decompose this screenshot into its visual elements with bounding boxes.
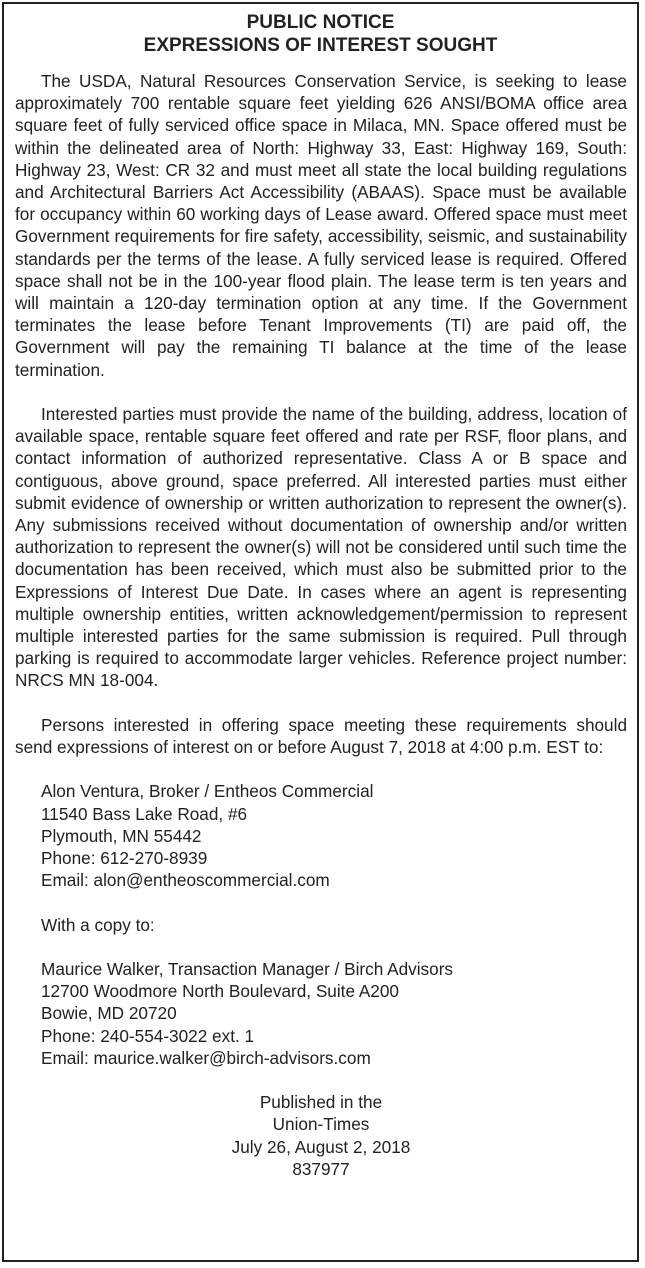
public-notice (2, 2, 639, 1262)
broker-phone: Phone: 612-270-8939 (41, 848, 208, 869)
manager-email: Email: maurice.walker@birch-advisors.com (41, 1047, 371, 1068)
broker-email: Email: alon@entheoscommercial.com (41, 870, 330, 891)
paragraph-submission: Persons interested in offering space meeting these requirements should send expressions of interest on or before August 7, 2018 at 4:00 p.m. EST to: (15, 714, 627, 758)
manager-contact (15, 958, 627, 1069)
manager-phone: Phone: 240-554-3022 ext. 1 (41, 1025, 255, 1046)
footer-newspaper: Union-Times (272, 1114, 370, 1135)
footer-published: Published in the (259, 1092, 383, 1113)
broker-street: 11540 Bass Lake Road, #6 (41, 803, 248, 824)
notice-body (4, 70, 637, 1180)
title-line-2: EXPRESSIONS OF INTEREST SOUGHT (143, 35, 498, 56)
footer-dates: July 26, August 2, 2018 (231, 1136, 411, 1157)
title-line-1: PUBLIC NOTICE (246, 12, 395, 33)
manager-city: Bowie, MD 20720 (41, 1003, 177, 1024)
broker-contact (15, 780, 627, 891)
copy-to (15, 914, 627, 936)
footer-ad-number: 837977 (292, 1158, 350, 1179)
paragraph-lease-request: The USDA, Natural Resources Conservation Service, is seeking to lease approximately 700 rentable square feet yielding 626 ANSI/BOMA office area square feet of fully serviced office space in Milaca, MN. Space offered must be within the delineated area of North: Highway 33, East: Highway 169, South: Highway 23, West: CR 32 and must meet all state the local building regulations and Architectural Barriers Act Accessibility (ABAAS). Space must be available for occupancy within 60 working days of Lease award. Offered space must meet Government requirements for fire safety, accessibility, seismic, and sustainability standards per the terms of the lease. A fully serviced lease is required. Offered space shall not be in the 100-year flood plain. The lease term is ten years and will maintain a 120-day termination option at any time. If the Government terminates the lease before Tenant Improvements (TI) are paid off, the Government will pay the remaining TI balance at the time of the lease termination. (15, 71, 627, 380)
broker-city: Plymouth, MN 55442 (41, 825, 202, 846)
broker-name: Alon Ventura, Broker / Entheos Commercial (41, 781, 374, 802)
copy-to-label: With a copy to: (41, 914, 155, 935)
paragraph-requirements: Interested parties must provide the name of the building, address, location of available space, rentable square feet offered and rate per RSF, floor plans, and contact information of authorized representative. Class A or B space and contiguous, above ground, space preferred. All interested parties must either submit evidence of ownership or written authorization to represent the owner(s). Any submissions received without documentation of ownership and/or written authorization to represent the owner(s) will not be considered until such time the documentation has been received, which must also be submitted prior to the Expressions of Interest Due Date. In cases where an agent is representing multiple ownership entities, written acknowledgement/permission to represent multiple interested parties for the same submission is required. Pull through parking is required to accommodate larger vehicles. Reference project number: NRCS MN 18-004. (15, 404, 627, 691)
manager-name: Maurice Walker, Transaction Manager / Birch Advisors (41, 959, 454, 980)
publication-footer (15, 1091, 627, 1180)
manager-street: 12700 Woodmore North Boulevard, Suite A200 (41, 981, 399, 1002)
notice-title (4, 11, 637, 57)
